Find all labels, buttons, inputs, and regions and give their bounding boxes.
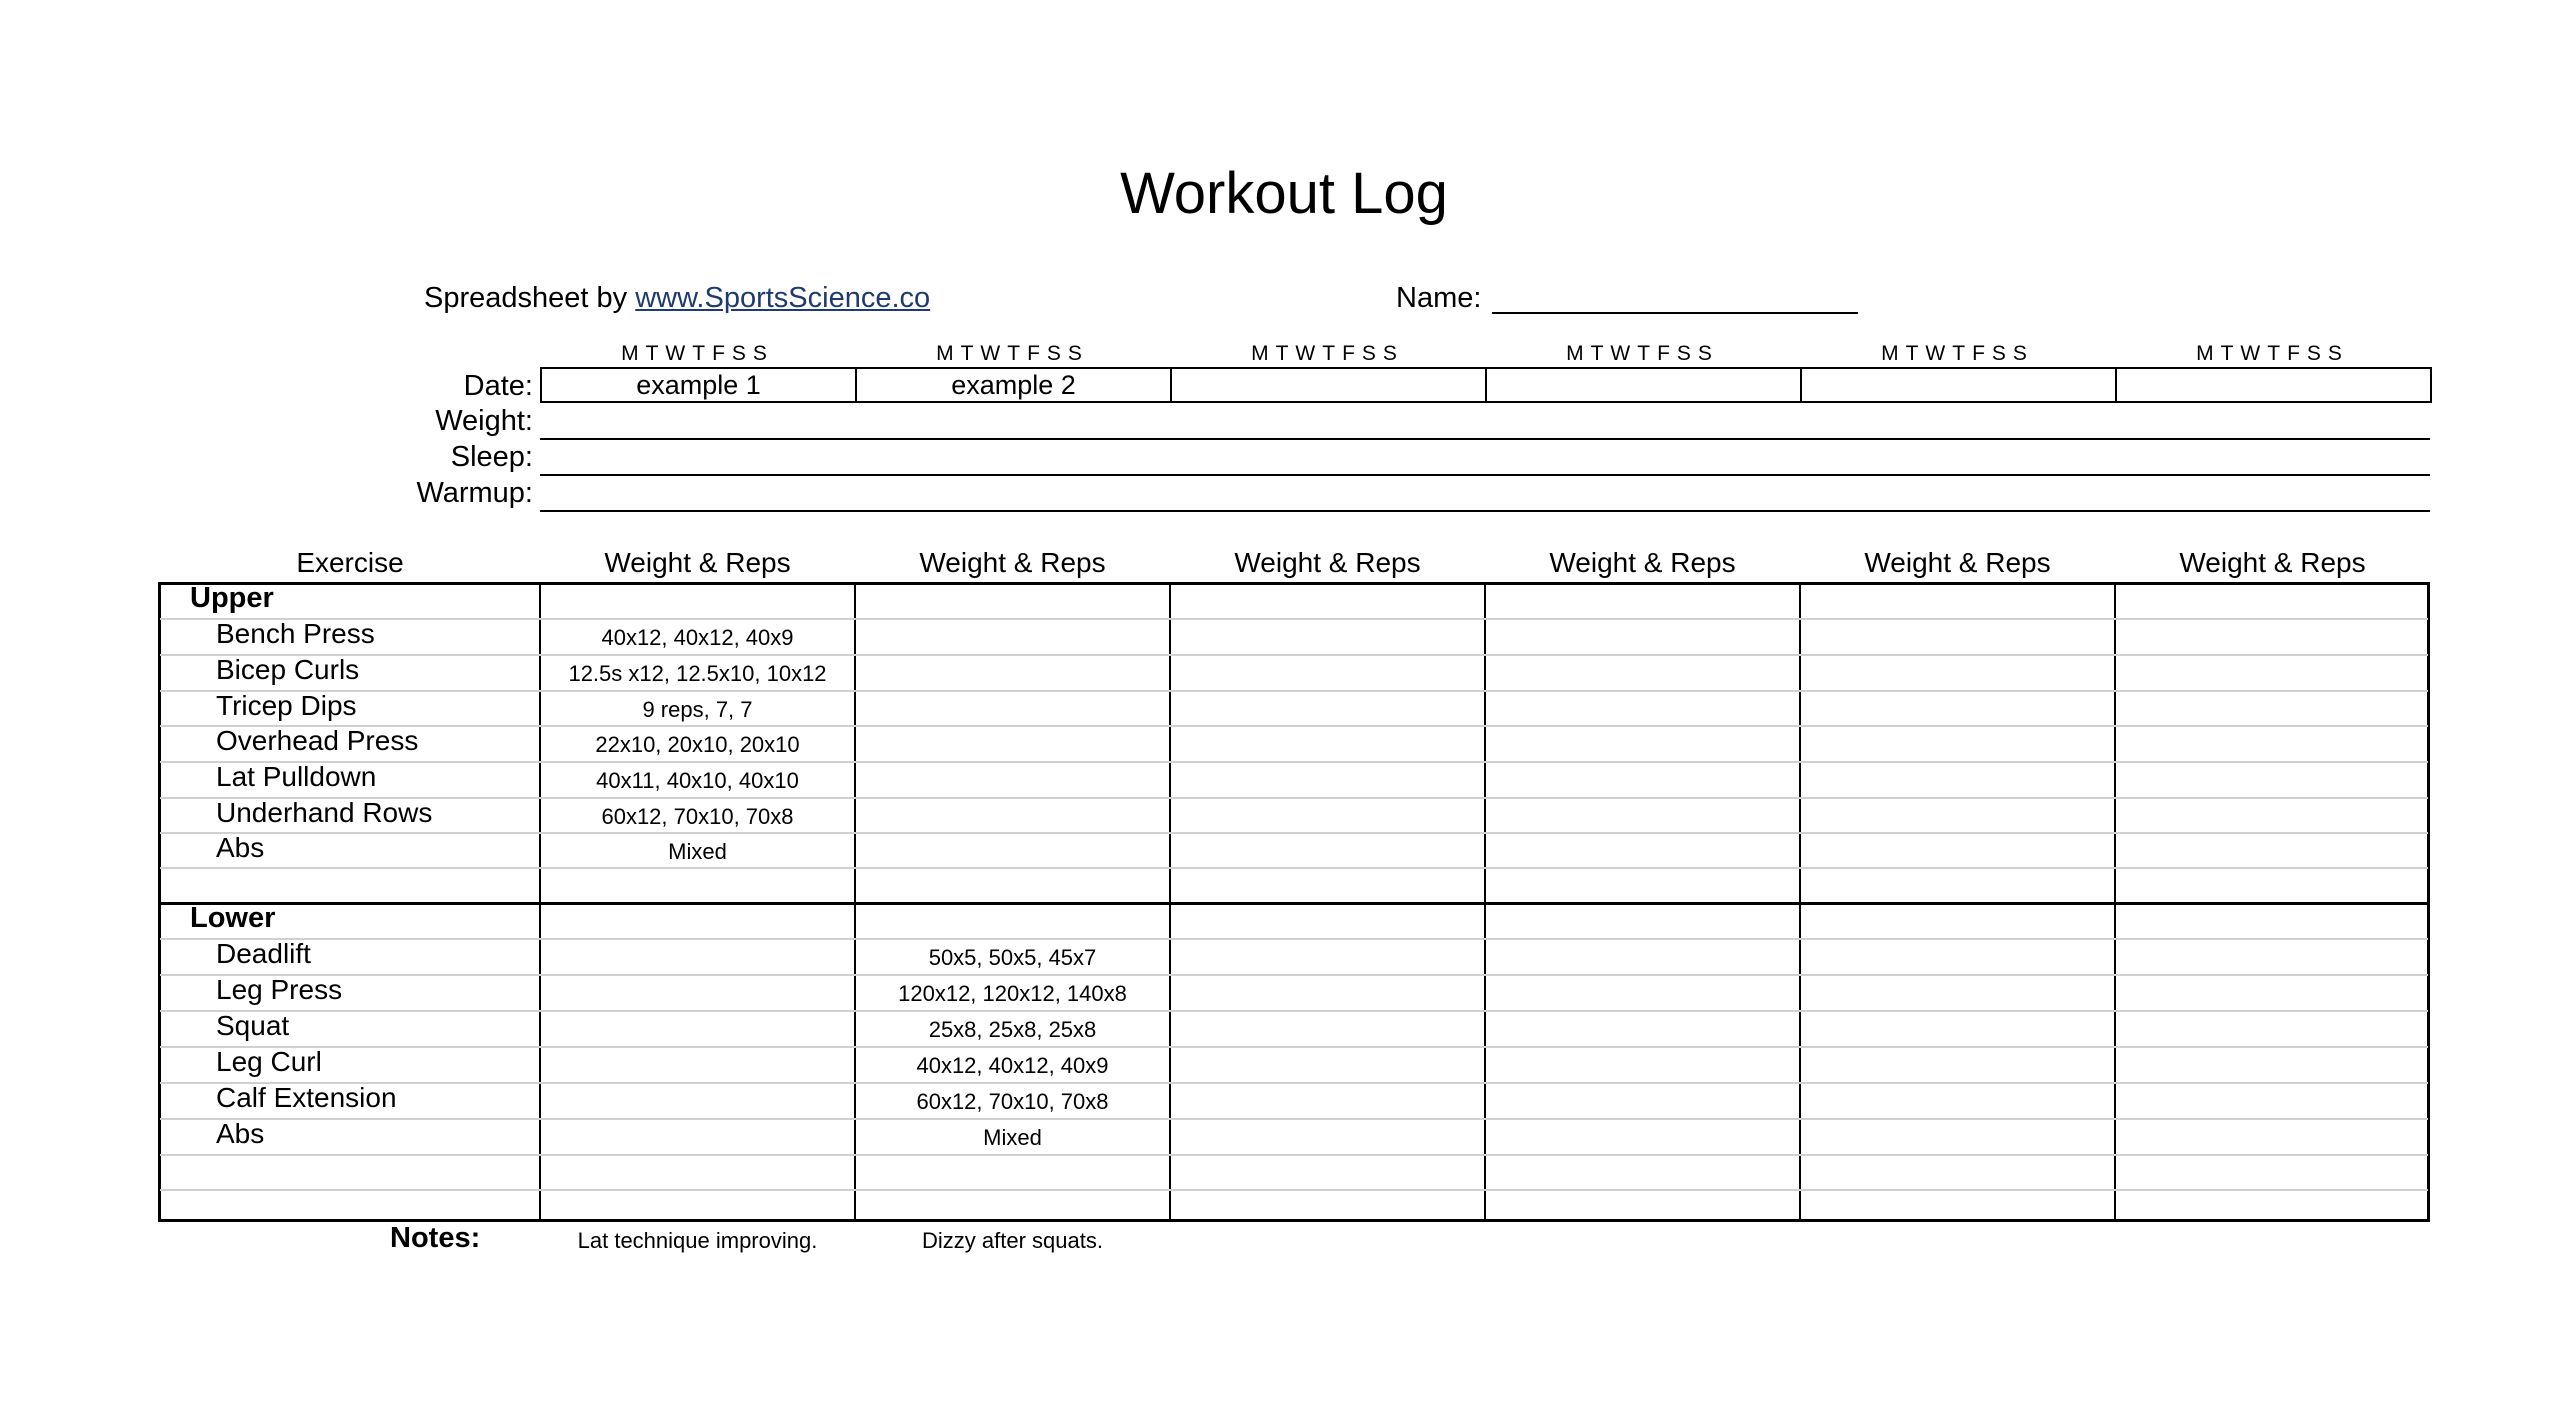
- set-cell[interactable]: 25x8, 25x8, 25x8: [928, 1017, 1097, 1042]
- set-cell[interactable]: 40x12, 40x12, 40x9: [916, 1053, 1109, 1078]
- row-divider: [160, 797, 2428, 799]
- set-cell[interactable]: 50x5, 50x5, 45x7: [928, 945, 1097, 970]
- row-divider: [160, 1118, 2428, 1120]
- exercise-name: Leg Press: [216, 974, 343, 1005]
- weight-label: Weight:: [435, 405, 533, 437]
- weight-reps-header-4: Weight & Reps: [1549, 547, 1736, 578]
- weight-reps-header-2: Weight & Reps: [919, 547, 1106, 578]
- exercise-name: Squat: [216, 1010, 290, 1041]
- set-cell[interactable]: 22x10, 20x10, 20x10: [595, 732, 800, 757]
- row-divider: [160, 867, 2428, 869]
- set-cell[interactable]: 40x11, 40x10, 40x10: [596, 768, 799, 793]
- row-divider: [160, 1046, 2428, 1048]
- exercise-name: Deadlift: [216, 938, 311, 969]
- set-cell[interactable]: Mixed: [983, 1125, 1042, 1150]
- set-cell[interactable]: 9 reps, 7, 7: [642, 697, 753, 722]
- days-label-5: MTWTFSS: [1881, 342, 2034, 365]
- row-divider: [160, 761, 2428, 763]
- section-upper: Upper: [190, 582, 274, 614]
- row-divider: [160, 832, 2428, 834]
- days-label-3: MTWTFSS: [1251, 342, 1404, 365]
- row-divider: [160, 654, 2428, 656]
- notes-label: Notes:: [390, 1222, 481, 1254]
- date-cell-6[interactable]: [2115, 367, 2432, 403]
- weight-line[interactable]: [540, 438, 2430, 440]
- weight-reps-header-6: Weight & Reps: [2179, 547, 2366, 578]
- byline: [424, 282, 930, 315]
- date-label: Date:: [463, 370, 533, 402]
- exercise-name: Lat Pulldown: [216, 761, 377, 792]
- row-divider: [160, 974, 2428, 976]
- weight-reps-header-5: Weight & Reps: [1864, 547, 2051, 578]
- weight-reps-header-1: Weight & Reps: [604, 547, 791, 578]
- exercise-name: Tricep Dips: [216, 690, 357, 721]
- date-cell-4[interactable]: [1485, 367, 1802, 403]
- exercise-name: Abs: [216, 832, 265, 863]
- name-label: Name:: [1396, 282, 1482, 314]
- set-cell[interactable]: 12.5s x12, 12.5x10, 10x12: [568, 661, 827, 686]
- exercise-name: Bicep Curls: [216, 654, 360, 685]
- set-cell[interactable]: 60x12, 70x10, 70x8: [916, 1089, 1109, 1114]
- row-divider: [160, 1082, 2428, 1084]
- sleep-label: Sleep:: [450, 441, 533, 473]
- warmup-label: Warmup:: [416, 477, 533, 509]
- days-label-1: MTWTFSS: [621, 342, 774, 365]
- exercise-name: Calf Extension: [216, 1082, 397, 1113]
- days-label-6: MTWTFSS: [2196, 342, 2349, 365]
- row-divider: [160, 690, 2428, 692]
- set-cell[interactable]: 40x12, 40x12, 40x9: [601, 625, 794, 650]
- days-label-4: MTWTFSS: [1566, 342, 1719, 365]
- byline-prefix: Spreadsheet by: [424, 282, 636, 314]
- row-divider: [160, 938, 2428, 940]
- section-lower: Lower: [190, 902, 276, 934]
- exercise-name: Underhand Rows: [216, 797, 433, 828]
- date-cell-3[interactable]: [1170, 367, 1487, 403]
- date-cell-2[interactable]: example 2: [855, 367, 1172, 403]
- date-cell-1[interactable]: example 1: [540, 367, 857, 403]
- page-title: Workout Log: [1120, 161, 1448, 226]
- note-cell-2[interactable]: Dizzy after squats.: [922, 1228, 1103, 1253]
- set-cell[interactable]: Mixed: [668, 839, 727, 864]
- sportsscience-link[interactable]: www.SportsScience.co: [635, 282, 931, 314]
- days-label-2: MTWTFSS: [936, 342, 1089, 365]
- weight-reps-header-3: Weight & Reps: [1234, 547, 1421, 578]
- exercise-name: Overhead Press: [216, 725, 419, 756]
- set-cell[interactable]: 120x12, 120x12, 140x8: [898, 981, 1127, 1006]
- set-cell[interactable]: 60x12, 70x10, 70x8: [601, 804, 794, 829]
- section-divider: [160, 902, 2428, 905]
- date-cell-5[interactable]: [1800, 367, 2117, 403]
- exercise-name: Leg Curl: [216, 1046, 322, 1077]
- row-divider: [160, 725, 2428, 727]
- sleep-line[interactable]: [540, 474, 2430, 476]
- exercise-name: Bench Press: [216, 618, 375, 649]
- exercise-header: Exercise: [296, 547, 404, 578]
- name-field[interactable]: [1492, 312, 1858, 314]
- row-divider: [160, 618, 2428, 620]
- row-divider: [160, 1010, 2428, 1012]
- note-cell-1[interactable]: Lat technique improving.: [577, 1228, 818, 1253]
- warmup-line[interactable]: [540, 510, 2430, 512]
- row-divider: [160, 1154, 2428, 1156]
- row-divider: [160, 1189, 2428, 1191]
- exercise-name: Abs: [216, 1118, 265, 1149]
